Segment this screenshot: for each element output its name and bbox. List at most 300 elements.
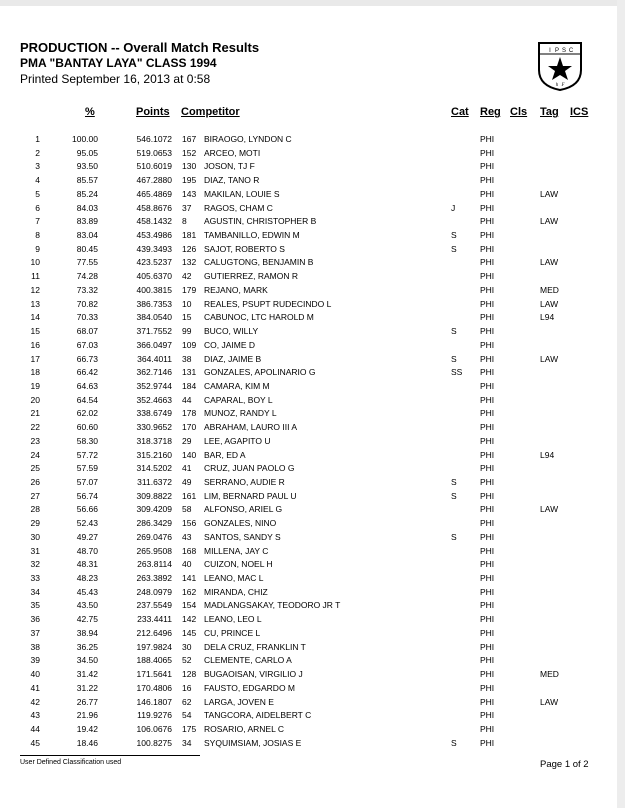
- table-row: [0, 298, 610, 311]
- table-row: [0, 174, 610, 187]
- table-row: [0, 462, 610, 475]
- cell-points: 237.5549: [136, 600, 172, 611]
- cell-num: 99: [182, 326, 192, 337]
- table-row: [0, 696, 610, 709]
- table-row: [0, 641, 610, 654]
- cell-place: 5: [35, 188, 40, 199]
- cell-place: 7: [35, 216, 40, 227]
- cell-pct: 64.63: [76, 380, 98, 391]
- cell-name: ABRAHAM, LAURO III A: [204, 422, 298, 433]
- cell-place: 36: [30, 614, 40, 625]
- cell-reg: PHI: [480, 504, 495, 515]
- cell-reg: PHI: [480, 147, 495, 158]
- cell-place: 41: [30, 682, 40, 693]
- cell-reg: PHI: [480, 449, 495, 460]
- table-row: [0, 627, 610, 640]
- table-row: [0, 572, 610, 585]
- table-row: [0, 353, 610, 366]
- cell-pct: 83.04: [76, 230, 98, 241]
- table-row: [0, 709, 610, 722]
- col-header-cls: Cls: [510, 106, 528, 118]
- col-header-pct: %: [85, 106, 95, 118]
- cell-reg: PHI: [480, 573, 495, 584]
- col-header-tag: Tag: [540, 106, 559, 118]
- cell-pct: 83.89: [76, 216, 98, 227]
- cell-reg: PHI: [480, 408, 495, 419]
- cell-points: 384.0540: [136, 312, 172, 323]
- cell-place: 40: [30, 669, 40, 680]
- cell-num: 54: [182, 710, 192, 721]
- cell-reg: PHI: [480, 312, 495, 323]
- col-header-cat: Cat: [451, 106, 469, 118]
- cell-name: DELA CRUZ, FRANKLIN T: [204, 641, 306, 652]
- cell-place: 10: [30, 257, 40, 268]
- cell-points: 265.9508: [136, 545, 172, 556]
- cell-pct: 19.42: [76, 723, 98, 734]
- cell-points: 106.0676: [136, 723, 172, 734]
- table-row: [0, 394, 610, 407]
- cell-reg: PHI: [480, 710, 495, 721]
- cell-name: CU, PRINCE L: [204, 627, 261, 638]
- cell-name: CAMARA, KIM M: [204, 380, 270, 391]
- cell-reg: PHI: [480, 202, 495, 213]
- cell-reg: PHI: [480, 394, 495, 405]
- cell-num: 38: [182, 353, 192, 364]
- cell-place: 33: [30, 573, 40, 584]
- cell-pct: 48.70: [76, 545, 98, 556]
- cell-points: 467.2880: [136, 175, 172, 186]
- table-row: [0, 517, 610, 530]
- cell-points: 405.6370: [136, 271, 172, 282]
- cell-points: 309.8822: [136, 490, 172, 501]
- cell-pct: 31.42: [76, 669, 98, 680]
- cell-points: 510.6019: [136, 161, 172, 172]
- cell-pct: 48.31: [76, 559, 98, 570]
- cell-reg: PHI: [480, 298, 495, 309]
- cell-reg: PHI: [480, 257, 495, 268]
- cell-pct: 60.60: [76, 422, 98, 433]
- cell-points: 439.3493: [136, 243, 172, 254]
- cell-pct: 64.54: [76, 394, 98, 405]
- table-row: [0, 188, 610, 201]
- cell-reg: PHI: [480, 627, 495, 638]
- cell-pct: 57.07: [76, 477, 98, 487]
- cell-num: 34: [182, 737, 192, 748]
- cell-num: 132: [182, 257, 197, 268]
- table-row: [0, 243, 610, 256]
- cell-name: GUTIERREZ, RAMON R: [204, 271, 298, 282]
- cell-reg: PHI: [480, 641, 495, 652]
- cell-tag: MED: [540, 669, 559, 680]
- cell-num: 195: [182, 175, 197, 186]
- cell-pct: 45.43: [76, 586, 98, 597]
- cell-num: 42: [182, 271, 192, 282]
- cell-points: 453.4986: [136, 230, 172, 241]
- cell-points: 119.9276: [137, 710, 172, 721]
- cell-name: SANTOS, SANDY S: [204, 531, 281, 542]
- cell-points: 458.1432: [136, 216, 172, 227]
- cell-place: 11: [31, 271, 40, 282]
- cell-pct: 73.32: [76, 284, 98, 295]
- cell-place: 27: [30, 490, 40, 501]
- cell-name: FAUSTO, EDGARDO M: [204, 682, 295, 693]
- cell-place: 15: [30, 326, 40, 337]
- cell-num: 58: [182, 504, 192, 515]
- table-row: [0, 476, 610, 489]
- cell-place: 17: [30, 353, 40, 364]
- cell-pct: 95.05: [76, 147, 98, 158]
- cell-name: CALUGTONG, BENJAMIN B: [204, 257, 314, 268]
- cell-tag: LAW: [540, 257, 559, 268]
- cell-pct: 93.50: [76, 161, 98, 172]
- cell-reg: PHI: [480, 435, 495, 446]
- cell-num: 49: [182, 477, 192, 487]
- cell-pct: 36.25: [76, 641, 98, 652]
- cell-reg: PHI: [480, 586, 495, 597]
- cell-num: 168: [182, 545, 197, 556]
- cell-name: ARCEO, MOTI: [204, 147, 261, 158]
- cell-place: 21: [30, 408, 40, 419]
- cell-reg: PHI: [480, 216, 495, 227]
- cell-reg: PHI: [480, 600, 495, 611]
- cell-reg: PHI: [480, 339, 495, 350]
- cell-name: CO, JAIME D: [204, 339, 256, 350]
- cell-name: MADLANGSAKAY, TEODORO JR T: [204, 600, 341, 611]
- table-row: [0, 531, 610, 544]
- cell-reg: PHI: [480, 422, 495, 433]
- cell-pct: 38.94: [76, 627, 98, 638]
- cell-name: BUGAOISAN, VIRGILIO J: [204, 669, 303, 680]
- cell-points: 269.0476: [136, 531, 172, 542]
- cell-place: 32: [30, 559, 40, 570]
- cell-reg: PHI: [480, 284, 495, 295]
- cell-name: LARGA, JOVEN E: [204, 696, 274, 707]
- cell-place: 35: [30, 600, 40, 611]
- table-row: [0, 723, 610, 736]
- cell-reg: PHI: [480, 723, 495, 734]
- cell-points: 519.0653: [136, 147, 172, 158]
- cell-pct: 85.24: [76, 188, 98, 199]
- table-row: [0, 133, 610, 146]
- table-row: [0, 325, 610, 338]
- cell-pct: 52.43: [76, 518, 98, 529]
- logo-letter-p: P: [554, 48, 560, 54]
- cell-num: 43: [182, 531, 192, 542]
- cell-place: 43: [30, 710, 40, 721]
- col-header-ics: ICS: [570, 106, 589, 118]
- logo-letter-c: C: [568, 48, 574, 54]
- cell-place: 16: [30, 339, 40, 350]
- cell-num: 8: [182, 216, 187, 227]
- cell-pct: 100.00: [72, 134, 98, 144]
- cell-reg: PHI: [480, 380, 495, 391]
- cell-reg: PHI: [480, 737, 495, 748]
- cell-reg: PHI: [480, 477, 495, 487]
- cell-place: 37: [30, 627, 40, 638]
- cell-cat: S: [451, 353, 457, 364]
- table-row: [0, 421, 610, 434]
- table-row: [0, 545, 610, 558]
- cell-num: 156: [182, 518, 197, 529]
- report-title: PRODUCTION -- Overall Match Results: [20, 40, 260, 55]
- cell-num: 152: [182, 147, 197, 158]
- cell-points: 330.9652: [136, 422, 172, 433]
- table-row: [0, 449, 610, 462]
- cell-points: 233.4411: [137, 614, 172, 625]
- cell-reg: PHI: [480, 188, 495, 199]
- cell-name: ROSARIO, ARNEL C: [204, 723, 284, 734]
- cell-cat: S: [451, 230, 457, 241]
- cell-tag: LAW: [540, 298, 559, 309]
- cell-name: MAKILAN, LOUIE S: [204, 188, 280, 199]
- cell-points: 286.3429: [136, 518, 172, 529]
- footer-rule: [20, 755, 200, 756]
- table-row: [0, 229, 610, 242]
- cell-pct: 42.75: [76, 614, 98, 625]
- cell-num: 167: [182, 134, 197, 144]
- cell-name: CUIZON, NOEL H: [204, 559, 273, 570]
- cell-place: 2: [35, 147, 40, 158]
- cell-points: 352.9744: [136, 380, 172, 391]
- cell-place: 8: [35, 230, 40, 241]
- cell-place: 4: [35, 175, 40, 186]
- cell-name: LEANO, LEO L: [204, 614, 262, 625]
- cell-place: 14: [30, 312, 40, 323]
- cell-points: 352.4663: [136, 394, 172, 405]
- cell-name: MILLENA, JAY C: [204, 545, 269, 556]
- cell-points: 364.4011: [137, 353, 172, 364]
- cell-num: 145: [182, 627, 197, 638]
- cell-name: REJANO, MARK: [204, 284, 268, 295]
- cell-points: 338.6749: [136, 408, 172, 419]
- cell-pct: 68.07: [76, 326, 98, 337]
- cell-reg: PHI: [480, 545, 495, 556]
- cell-pct: 84.03: [76, 202, 98, 213]
- cell-name: SYQUIMSIAM, JOSIAS E: [204, 737, 302, 748]
- cell-num: 175: [182, 723, 197, 734]
- cell-num: 10: [182, 298, 192, 309]
- cell-points: 465.4869: [136, 188, 172, 199]
- cell-place: 18: [30, 367, 40, 378]
- cell-name: RAGOS, CHAM C: [204, 202, 273, 213]
- cell-num: 161: [182, 490, 197, 501]
- cell-name: BUCO, WILLY: [204, 326, 259, 337]
- cell-reg: PHI: [480, 614, 495, 625]
- cell-name: LEANO, MAC L: [204, 573, 264, 584]
- cell-name: BIRAOGO, LYNDON C: [204, 134, 292, 144]
- cell-pct: 80.45: [76, 243, 98, 254]
- cell-cat: S: [451, 737, 457, 748]
- cell-num: 170: [182, 422, 197, 433]
- cell-name: REALES, PSUPT RUDECINDO L: [204, 298, 332, 309]
- table-row: [0, 366, 610, 379]
- cell-pct: 56.74: [76, 490, 98, 501]
- cell-num: 40: [182, 559, 192, 570]
- cell-name: DIAZ, TANO R: [204, 175, 260, 186]
- cell-cat: S: [451, 243, 457, 254]
- cell-pct: 66.73: [76, 353, 98, 364]
- cell-reg: PHI: [480, 696, 495, 707]
- table-row: [0, 737, 610, 750]
- cell-num: 15: [182, 312, 192, 323]
- cell-reg: PHI: [480, 518, 495, 529]
- cell-name: LIM, BERNARD PAUL U: [204, 490, 297, 501]
- col-header-points: Points: [136, 106, 170, 118]
- cell-num: 143: [182, 188, 197, 199]
- table-row: [0, 503, 610, 516]
- cell-points: 309.4209: [136, 504, 172, 515]
- table-row: [0, 215, 610, 228]
- cell-reg: PHI: [480, 682, 495, 693]
- cell-points: 212.6496: [136, 627, 172, 638]
- cell-pct: 66.42: [76, 367, 98, 378]
- cell-num: 140: [182, 449, 197, 460]
- cell-points: 100.8275: [136, 737, 172, 748]
- cell-tag: L94: [540, 449, 555, 460]
- cell-cat: S: [451, 490, 457, 501]
- table-row: [0, 586, 610, 599]
- cell-points: 318.3718: [136, 435, 172, 446]
- logo-letter-f: F: [561, 83, 565, 88]
- cell-reg: PHI: [480, 353, 495, 364]
- cell-place: 34: [30, 586, 40, 597]
- cell-name: CLEMENTE, CARLO A: [204, 655, 292, 666]
- cell-tag: LAW: [540, 696, 559, 707]
- cell-reg: PHI: [480, 490, 495, 501]
- cell-pct: 67.03: [76, 339, 98, 350]
- cell-name: TAMBANILLO, EDWIN M: [204, 230, 300, 241]
- cell-pct: 48.23: [76, 573, 98, 584]
- cell-tag: LAW: [540, 353, 559, 364]
- cell-num: 142: [182, 614, 197, 625]
- table-row: [0, 407, 610, 420]
- cell-name: CRUZ, JUAN PAOLO G: [204, 463, 295, 474]
- cell-reg: PHI: [480, 134, 495, 144]
- cell-num: 181: [182, 230, 197, 241]
- table-row: [0, 682, 610, 695]
- cell-place: 19: [30, 380, 40, 391]
- cell-num: 52: [182, 655, 192, 666]
- cell-points: 146.1807: [136, 696, 172, 707]
- cell-reg: PHI: [480, 243, 495, 254]
- cell-pct: 18.46: [76, 737, 98, 748]
- cell-reg: PHI: [480, 367, 495, 378]
- cell-place: 30: [30, 531, 40, 542]
- cell-pct: 70.33: [76, 312, 98, 323]
- cell-cat: S: [451, 531, 457, 542]
- cell-place: 13: [30, 298, 40, 309]
- cell-pct: 85.57: [76, 175, 98, 186]
- cell-pct: 77.55: [76, 257, 98, 268]
- cell-points: 315.2160: [136, 449, 172, 460]
- table-row: [0, 202, 610, 215]
- cell-place: 45: [30, 737, 40, 748]
- cell-points: 458.8676: [136, 202, 172, 213]
- cell-pct: 62.02: [76, 408, 98, 419]
- cell-name: SAJOT, ROBERTO S: [204, 243, 285, 254]
- cell-name: MUNOZ, RANDY L: [204, 408, 277, 419]
- cell-place: 3: [35, 161, 40, 172]
- cell-pct: 49.27: [76, 531, 98, 542]
- cell-name: MIRANDA, CHIZ: [204, 586, 268, 597]
- cell-points: 423.5237: [136, 257, 172, 268]
- logo-letter-i: I: [549, 48, 551, 54]
- cell-place: 26: [30, 477, 40, 487]
- cell-num: 16: [182, 682, 192, 693]
- cell-points: 263.3892: [136, 573, 172, 584]
- cell-place: 12: [30, 284, 40, 295]
- col-header-competitor: Competitor: [181, 106, 240, 118]
- cell-num: 141: [182, 573, 197, 584]
- cell-num: 44: [182, 394, 192, 405]
- cell-place: 28: [30, 504, 40, 515]
- cell-num: 128: [182, 669, 197, 680]
- cell-points: 362.7146: [136, 367, 172, 378]
- cell-place: 1: [35, 134, 40, 144]
- cell-cat: J: [451, 202, 456, 213]
- cell-num: 41: [182, 463, 192, 474]
- cell-reg: PHI: [480, 559, 495, 570]
- cell-name: CABUNOC, LTC HAROLD M: [204, 312, 314, 323]
- logo-letter-s: S: [561, 48, 567, 54]
- cell-name: DIAZ, JAIME B: [204, 353, 262, 364]
- cell-place: 44: [30, 723, 40, 734]
- cell-cat: SS: [451, 367, 463, 378]
- cell-place: 31: [30, 545, 40, 556]
- cell-pct: 74.28: [76, 271, 98, 282]
- cell-points: 366.0497: [136, 339, 172, 350]
- table-row: [0, 490, 610, 503]
- table-row: [0, 270, 610, 283]
- cell-pct: 57.59: [76, 463, 98, 474]
- cell-num: 131: [182, 367, 197, 378]
- cell-points: 400.3815: [136, 284, 172, 295]
- cell-name: ALFONSO, ARIEL G: [204, 504, 283, 515]
- cell-reg: PHI: [480, 531, 495, 542]
- table-row: [0, 380, 610, 393]
- cell-place: 39: [30, 655, 40, 666]
- cell-place: 25: [30, 463, 40, 474]
- cell-place: 38: [30, 641, 40, 652]
- printed-date: Printed September 16, 2013 at 0:58: [20, 72, 211, 86]
- cell-tag: LAW: [540, 188, 559, 199]
- cell-name: JOSON, TJ F: [204, 161, 255, 172]
- cell-name: BAR, ED A: [204, 449, 246, 460]
- cell-tag: L94: [540, 312, 555, 323]
- cell-reg: PHI: [480, 326, 495, 337]
- cell-num: 162: [182, 586, 197, 597]
- cell-points: 263.8114: [137, 559, 172, 570]
- cell-name: LEE, AGAPITO U: [204, 435, 271, 446]
- match-name: PMA "BANTAY LAYA" CLASS 1994: [20, 56, 217, 70]
- cell-num: 130: [182, 161, 197, 172]
- cell-reg: PHI: [480, 655, 495, 666]
- cell-num: 179: [182, 284, 197, 295]
- cell-num: 184: [182, 380, 197, 391]
- cell-name: GONZALES, APOLINARIO G: [204, 367, 316, 378]
- cell-points: 170.4806: [136, 682, 172, 693]
- cell-points: 371.7552: [136, 326, 172, 337]
- table-row: [0, 311, 610, 324]
- cell-points: 386.7353: [136, 298, 172, 309]
- page-number: Page 1 of 2: [540, 759, 589, 770]
- table-row: [0, 435, 610, 448]
- cell-pct: 31.22: [76, 682, 98, 693]
- cell-place: 22: [30, 422, 40, 433]
- cell-reg: PHI: [480, 463, 495, 474]
- cell-num: 126: [182, 243, 197, 254]
- cell-num: 109: [182, 339, 197, 350]
